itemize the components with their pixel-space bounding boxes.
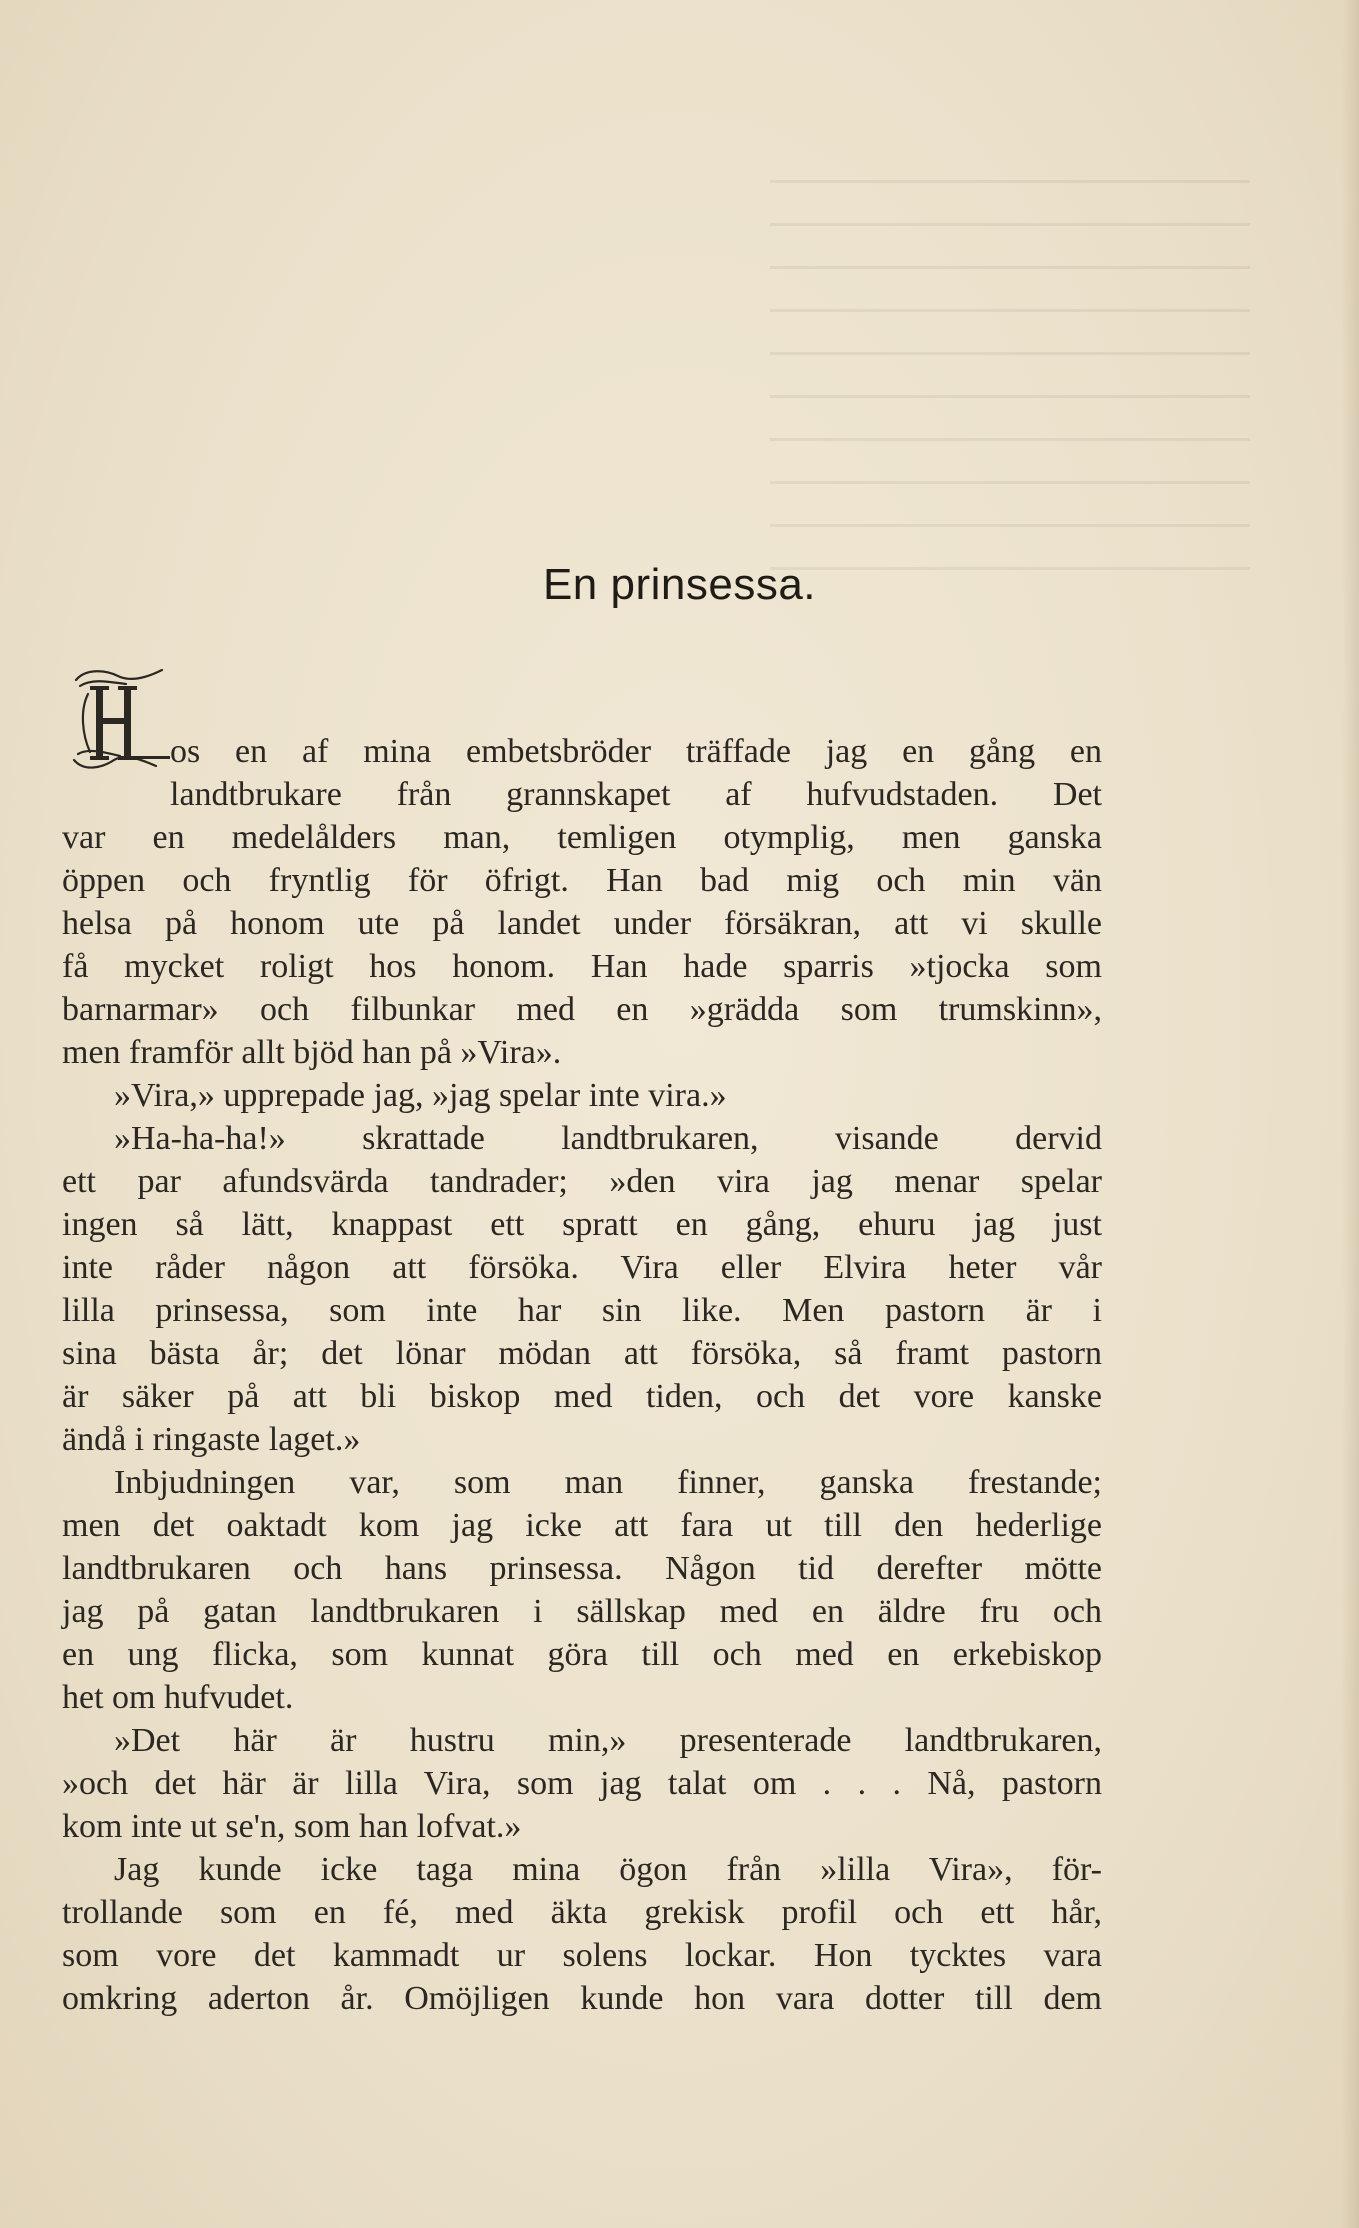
text-line: landtbrukare från grannskapet af hufvudstaden. Det xyxy=(170,776,1102,813)
text-line: kom inte ut se'n, som han lofvat.» xyxy=(62,1808,522,1845)
text-line: ingen så lätt, knappast ett spratt en gång, ehuru jag just xyxy=(62,1206,1102,1243)
text-line: helsa på honom ute på landet under försäkran, att vi skulle xyxy=(62,905,1102,942)
text-line: sina bästa år; det lönar mödan att försöka, så framt pastorn xyxy=(62,1335,1102,1372)
text-line: ett par afundsvärda tandrader; »den vira jag menar spelar xyxy=(62,1163,1102,1200)
text-line: ändå i ringaste laget.» xyxy=(62,1421,361,1458)
text-line: men framför allt bjöd han på »Vira». xyxy=(62,1034,562,1071)
text-line: Jag kunde icke taga mina ögon från »lilla Vira», för- xyxy=(114,1851,1102,1888)
drop-cap-letter: H xyxy=(266,860,267,861)
body-text xyxy=(62,730,1102,2020)
text-line: trollande som en fé, med äkta grekisk profil och ett hår, xyxy=(62,1894,1102,1931)
text-line: få mycket roligt hos honom. Han hade sparris »tjocka som xyxy=(62,948,1102,985)
text-line: var en medelålders man, temligen otymplig, men ganska xyxy=(62,819,1102,856)
text-line: »Vira,» upprepade jag, »jag spelar inte vira.» xyxy=(114,1077,727,1114)
text-line: os en af mina embetsbröder träffade jag en gång en xyxy=(170,733,1102,770)
text-line: omkring aderton år. Omöjligen kunde hon vara dotter till dem xyxy=(62,1980,1102,2017)
text-line: som vore det kammadt ur solens lockar. Hon tycktes vara xyxy=(62,1937,1102,1974)
text-line: Inbjudningen var, som man finner, ganska frestande; xyxy=(114,1464,1102,1501)
text-line: landtbrukaren och hans prinsessa. Någon tid derefter mötte xyxy=(62,1550,1102,1587)
text-line: är säker på att bli biskop med tiden, och det vore kanske xyxy=(62,1378,1102,1415)
text-line: men det oaktadt kom jag icke att fara ut till den hederlige xyxy=(62,1507,1102,1544)
chapter-title: En prinsessa. xyxy=(542,560,817,609)
text-line: en ung flicka, som kunnat göra till och med en erkebiskop xyxy=(62,1636,1102,1673)
text-line: het om hufvudet. xyxy=(62,1679,294,1716)
text-line: inte råder någon att försöka. Vira eller Elvira heter vår xyxy=(62,1249,1102,1286)
page-edge-shadow xyxy=(1341,0,1359,2228)
text-line: »Ha-ha-ha!» skrattade landtbrukaren, visande dervid xyxy=(114,1120,1102,1157)
text-line: »Det här är hustru min,» presenterade landtbrukaren, xyxy=(114,1722,1102,1759)
bleed-through-text xyxy=(770,150,1250,610)
text-line: barnarmar» och filbunkar med en »grädda som trumskinn», xyxy=(62,991,1102,1028)
text-line: öppen och fryntlig för öfrigt. Han bad mig och min vän xyxy=(62,862,1102,899)
text-line: »och det här är lilla Vira, som jag talat om . . . Nå, pastorn xyxy=(62,1765,1102,1802)
text-line: jag på gatan landtbrukaren i sällskap med en äldre fru och xyxy=(62,1593,1102,1630)
text-line: lilla prinsessa, som inte har sin like. Men pastorn är i xyxy=(62,1292,1102,1329)
